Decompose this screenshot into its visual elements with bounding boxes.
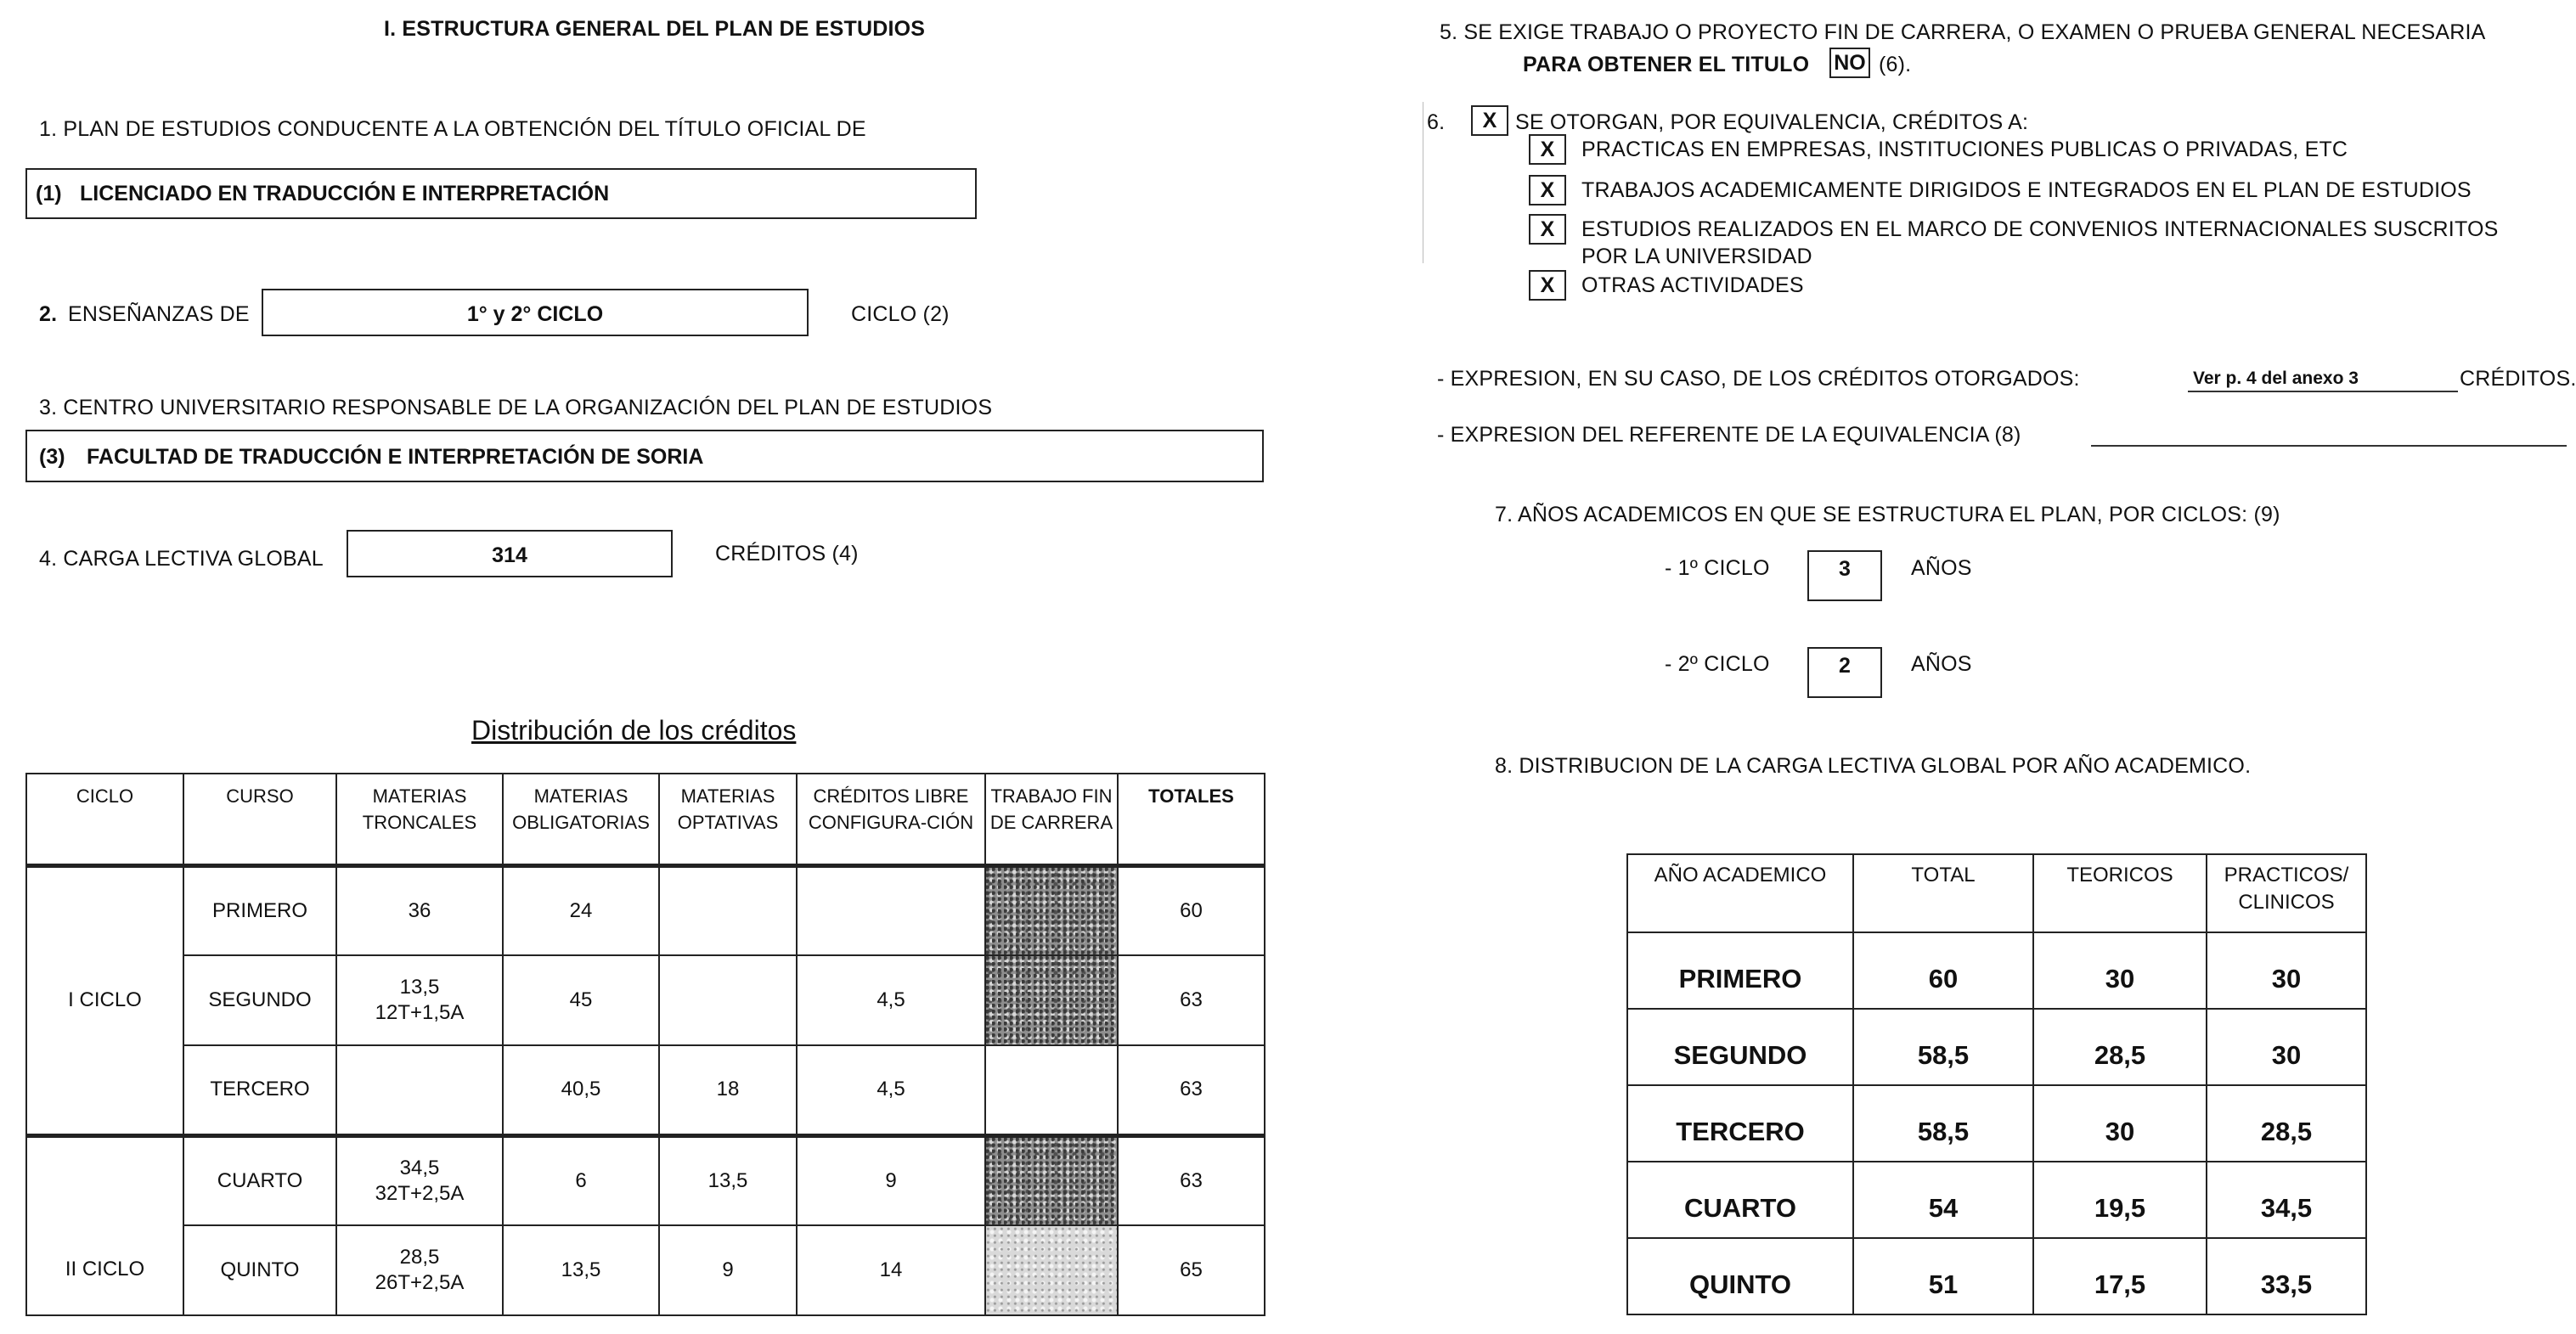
item3-label: 3. CENTRO UNIVERSITARIO RESPONSABLE DE LA ORGANIZACIÓN DEL PLAN DE ESTUDIOS [39,396,993,419]
table-row [1627,1162,2366,1238]
credits-box [347,530,673,577]
practicos-cell: 28,5 [2207,1085,2366,1162]
expresion-referente-underline [2091,445,2567,447]
degree-title-value: LICENCIADO EN TRADUCCIÓN E INTERPRETACIÓN [80,182,610,205]
faculty-value: FACULTAD DE TRADUCCIÓN E INTERPRETACIÓN DE SORIA [87,445,704,469]
troncales-detail: 26T+2,5A [375,1271,465,1294]
trabajo-cell-shaded [985,865,1118,955]
item6-number: 6. [1427,110,1446,134]
cycle2-unit: AÑOS [1911,652,1972,676]
option-check: X [1529,214,1566,245]
table-row [1627,1009,2366,1085]
practicos-cell: 33,5 [2207,1238,2366,1314]
table-row [26,865,1265,955]
troncales-cell [336,955,503,1045]
expresion-creditos-underline [2188,391,2458,392]
option-text-cont: POR LA UNIVERSIDAD [1581,245,1812,268]
header-libre: CRÉDITOS LIBRE CONFIGURA-CIÓN [797,774,985,865]
expresion-creditos-label: - EXPRESION, EN SU CASO, DE LOS CRÉDITOS OTORGADOS: [1437,367,2080,391]
item7-label: 7. AÑOS ACADEMICOS EN QUE SE ESTRUCTURA EL PLAN, POR CICLOS: (9) [1495,503,2280,526]
obligatorias-cell: 24 [503,865,659,955]
troncales-cell [336,865,503,955]
item2-label: ENSEÑANZAS DE [68,302,250,326]
troncales-cell [336,1225,503,1315]
curso-cell: SEGUNDO [183,955,336,1045]
troncales-value: 36 [408,898,431,922]
table-row [1627,932,2366,1009]
option-check: X [1529,175,1566,205]
total-cell: 51 [1853,1238,2033,1314]
year-cell: TERCERO [1627,1085,1853,1162]
cycle-ii: II CICLO [26,1135,183,1315]
trabajo-cell-shaded [985,955,1118,1045]
practicos-cell: 30 [2207,1009,2366,1085]
expresion-creditos-suffix: CRÉDITOS. [2460,367,2576,391]
troncales-value: 13,5 [399,976,440,999]
curso-cell: PRIMERO [183,865,336,955]
expresion-referente-label: - EXPRESION DEL REFERENTE DE LA EQUIVALENCIA (8) [1437,423,2021,447]
optativas-cell [659,865,797,955]
totales-cell: 63 [1118,1135,1265,1225]
trabajo-cell [985,1045,1118,1135]
item4-label: 4. CARGA LECTIVA GLOBAL [39,547,324,571]
teoricos-cell: 28,5 [2033,1009,2207,1085]
option-check: X [1529,270,1566,301]
troncales-detail: 12T+1,5A [375,1001,465,1024]
option-text: ESTUDIOS REALIZADOS EN EL MARCO DE CONVENIOS INTERNACIONALES SUSCRITOS [1581,217,2499,241]
troncales-value: 34,5 [399,1156,440,1179]
cycle1-unit: AÑOS [1911,556,1972,580]
cycles-box [262,289,809,336]
libre-cell: 14 [797,1225,985,1315]
credit-distribution-table [25,773,1265,1316]
degree-box-prefix: (1) [36,182,62,205]
libre-cell [797,865,985,955]
option-text: PRACTICAS EN EMPRESAS, INSTITUCIONES PUBLICAS O PRIVADAS, ETC [1581,138,2348,161]
section-title: I. ESTRUCTURA GENERAL DEL PLAN DE ESTUDIOS [384,17,926,41]
item4-suffix: CRÉDITOS (4) [715,542,859,566]
practicos-cell: 34,5 [2207,1162,2366,1238]
troncales-value: 28,5 [399,1246,440,1269]
optativas-cell: 13,5 [659,1135,797,1225]
troncales-cell [336,1135,503,1225]
expresion-creditos-value: Ver p. 4 del anexo 3 [2193,369,2359,388]
cycle1-years-value: 3 [1839,557,1851,581]
table-row [26,1045,1265,1135]
totales-cell: 63 [1118,955,1265,1045]
item1-label: 1. PLAN DE ESTUDIOS CONDUCENTE A LA OBTENCIÓN DEL TÍTULO OFICIAL DE [39,117,866,141]
faculty-box [25,430,1264,482]
troncales-detail: 32T+2,5A [375,1181,465,1205]
total-cell: 58,5 [1853,1085,2033,1162]
libre-cell: 4,5 [797,1045,985,1135]
obligatorias-cell: 13,5 [503,1225,659,1315]
cycles-value: 1° y 2° CICLO [466,302,604,326]
academic-year-table [1626,853,2367,1315]
total-cell: 54 [1853,1162,2033,1238]
teoricos-cell: 19,5 [2033,1162,2207,1238]
total-cell: 58,5 [1853,1009,2033,1085]
cycle1-years-box [1807,550,1882,601]
totales-cell: 60 [1118,865,1265,955]
table-row [1627,1085,2366,1162]
cycle2-years-value: 2 [1839,654,1851,678]
obligatorias-cell: 45 [503,955,659,1045]
troncales-cell [336,1045,503,1135]
item6-label: SE OTORGAN, POR EQUIVALENCIA, CRÉDITOS A: [1515,110,2029,134]
option-text: OTRAS ACTIVIDADES [1581,273,1804,297]
optativas-cell: 9 [659,1225,797,1315]
header-optativas: MATERIAS OPTATIVAS [659,774,797,865]
item5-line2: PARA OBTENER EL TITULO [1523,53,1810,76]
header-trabajo: TRABAJO FIN DE CARRERA [985,774,1118,865]
cycle2-years-box [1807,647,1882,698]
totales-cell: 63 [1118,1045,1265,1135]
item5-line1: 5. SE EXIGE TRABAJO O PROYECTO FIN DE CARRERA, O EXAMEN O PRUEBA GENERAL NECESARIA [1440,20,2486,44]
cycle-i: I CICLO [26,865,183,1135]
credits-value: 314 [492,543,527,567]
header-ciclo: CICLO [26,774,183,865]
table-header-row [26,774,1265,865]
year-cell: SEGUNDO [1627,1009,1853,1085]
faculty-box-prefix: (3) [39,445,65,469]
table-row [26,1135,1265,1225]
curso-cell: CUARTO [183,1135,336,1225]
item5-answer-box: NO [1829,48,1870,78]
table-row [26,955,1265,1045]
totales-cell: 65 [1118,1225,1265,1315]
practicos-cell: 30 [2207,932,2366,1009]
curso-cell: TERCERO [183,1045,336,1135]
cycle1-label: - 1º CICLO [1665,556,1770,580]
item5-suffix: (6). [1879,53,1912,76]
header-total: TOTAL [1853,854,2033,932]
obligatorias-cell: 40,5 [503,1045,659,1135]
header-practicos: PRACTICOS/ CLINICOS [2207,854,2366,932]
option-text: TRABAJOS ACADEMICAMENTE DIRIGIDOS E INTEGRADOS EN EL PLAN DE ESTUDIOS [1581,178,2472,202]
table-header-row [1627,854,2366,932]
curso-cell: QUINTO [183,1225,336,1315]
total-cell: 60 [1853,932,2033,1009]
trabajo-cell-shaded [985,1225,1118,1315]
cycle2-label: - 2º CICLO [1665,652,1770,676]
item2-number: 2. [39,302,58,326]
teoricos-cell: 30 [2033,932,2207,1009]
option-check: X [1529,134,1566,165]
header-totales: TOTALES [1118,774,1265,865]
obligatorias-cell: 6 [503,1135,659,1225]
header-teoricos: TEORICOS [2033,854,2207,932]
header-obligatorias: MATERIAS OBLIGATORIAS [503,774,659,865]
table-row [1627,1238,2366,1314]
teoricos-cell: 30 [2033,1085,2207,1162]
year-cell: CUARTO [1627,1162,1853,1238]
teoricos-cell: 17,5 [2033,1238,2207,1314]
optativas-cell [659,955,797,1045]
degree-title-box [25,168,977,219]
distribution-title: Distribución de los créditos [471,715,797,746]
item2-suffix: CICLO (2) [851,302,950,326]
header-year: AÑO ACADEMICO [1627,854,1853,932]
libre-cell: 4,5 [797,955,985,1045]
item6-check: X [1471,105,1508,136]
trabajo-cell-shaded [985,1135,1118,1225]
optativas-cell: 18 [659,1045,797,1135]
year-cell: PRIMERO [1627,932,1853,1009]
table-row [26,1225,1265,1315]
item8-label: 8. DISTRIBUCION DE LA CARGA LECTIVA GLOBAL POR AÑO ACADEMICO. [1495,754,2252,778]
year-cell: QUINTO [1627,1238,1853,1314]
libre-cell: 9 [797,1135,985,1225]
header-troncales: MATERIAS TRONCALES [336,774,503,865]
header-curso: CURSO [183,774,336,865]
